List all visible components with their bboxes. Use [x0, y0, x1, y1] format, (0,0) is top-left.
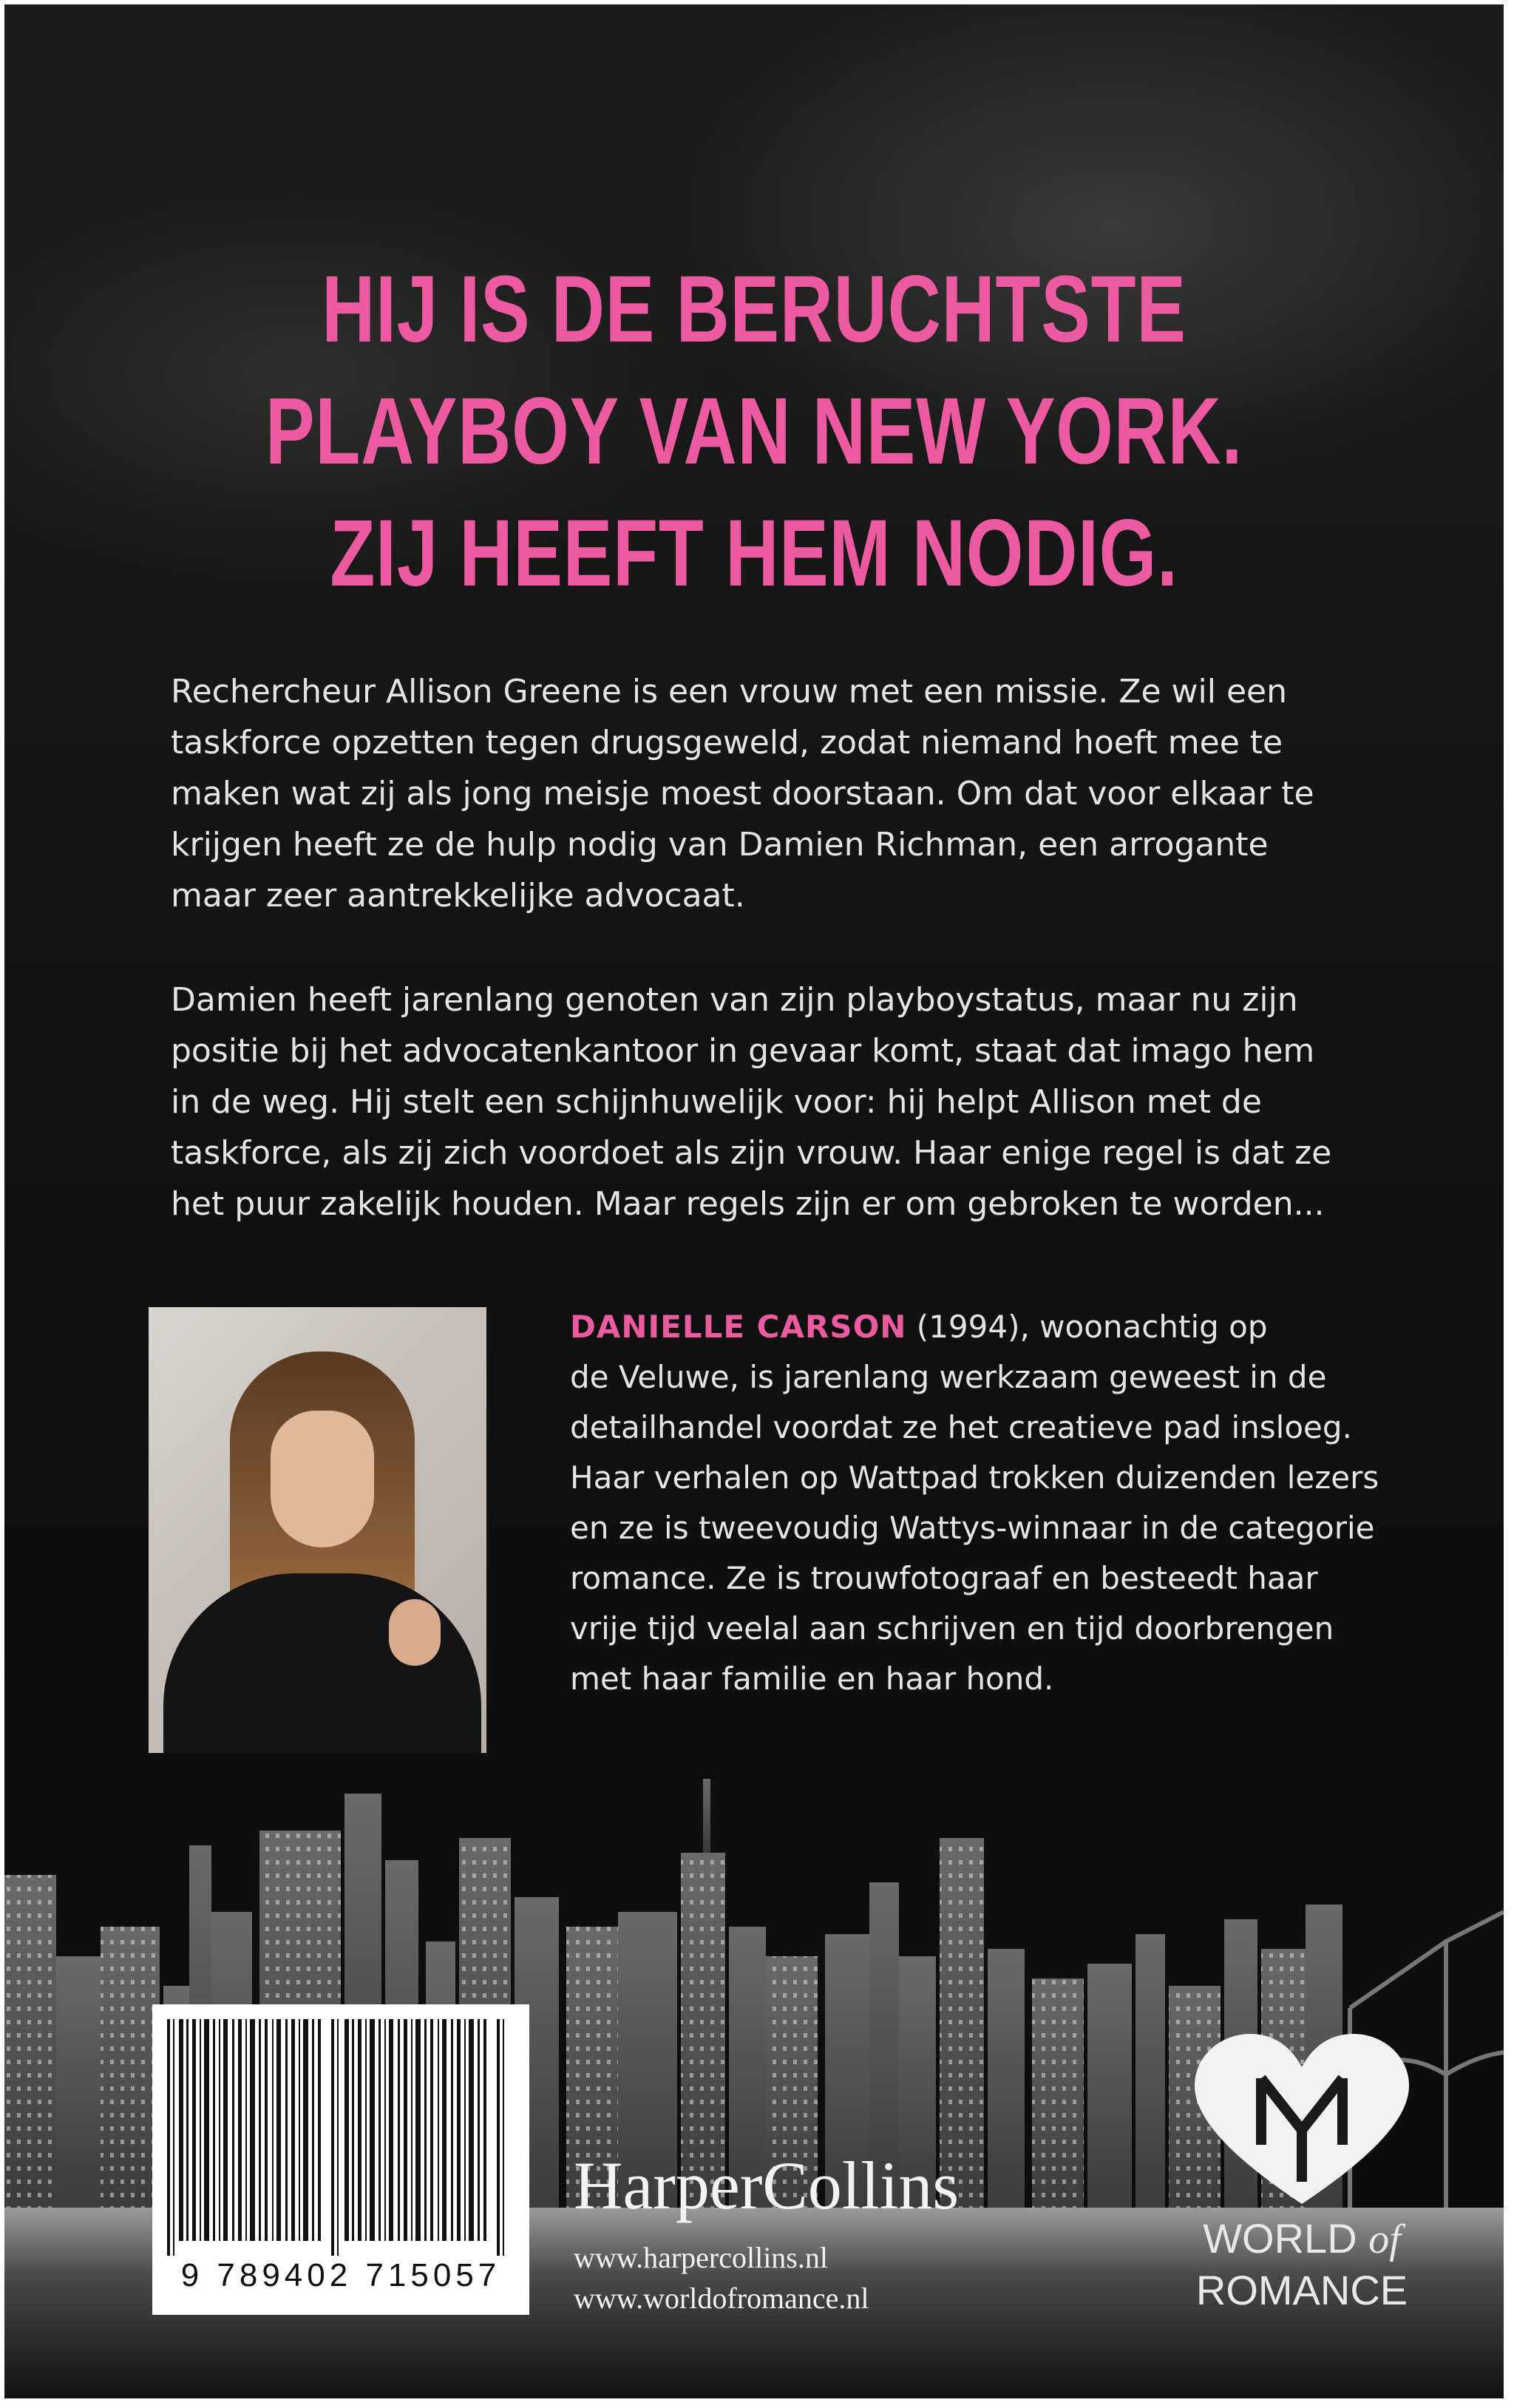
blurb-line: krijgen heeft ze de hulp nodig van Damien Richman, een arrogante	[171, 826, 1269, 864]
author-name: DANIELLE CARSON	[570, 1309, 907, 1345]
blurb-line: het puur zakelijk houden. Maar regels zijn er om gebroken te worden...	[171, 1185, 1325, 1223]
blurb-line: taskforce, als zij zich voordoet als zijn vrouw. Haar enige regel is dat ze	[171, 1134, 1332, 1172]
isbn-number: 9 789402 715057	[180, 2257, 501, 2293]
book-back-cover	[4, 4, 1504, 2398]
headline-line-2: PLAYBOY VAN NEW YORK.	[265, 379, 1243, 484]
bio-line: Haar verhalen op Wattpad trokken duizenden lezers	[570, 1459, 1379, 1496]
bio-line: de Veluwe, is jarenlang werkzaam geweest in de	[570, 1359, 1327, 1395]
bio-line: vrije tijd veelal aan schrijven en tijd doorbrengen	[570, 1610, 1334, 1646]
bio-line: detailhandel voordat ze het creatieve pad insloeg.	[570, 1409, 1352, 1445]
bio-line: met haar familie en haar hond.	[570, 1661, 1054, 1697]
blurb-paragraph-1	[171, 666, 1383, 921]
author-birth-year: (1994), woonachtig op	[906, 1309, 1268, 1345]
blurb-line: maken wat zij als jong meisje moest doorstaan. Om dat voor elkaar te	[171, 775, 1314, 813]
blurb-line: taskforce opzetten tegen drugsgeweld, zodat niemand hoeft mee te	[171, 724, 1283, 762]
bio-line: en ze is tweevoudig Wattys-winnaar in de categorie	[570, 1510, 1375, 1546]
publisher-url[interactable]: www.harpercollins.nl	[574, 2241, 828, 2274]
publisher-logo: HarperCollins	[574, 2148, 960, 2223]
blurb-paragraph-2	[171, 974, 1383, 1230]
blurb-line: Damien heeft jarenlang genoten van zijn playboystatus, maar nu zijn	[171, 981, 1298, 1019]
barcode-bars	[167, 2019, 515, 2256]
bio-line: romance. Ze is trouwfotograaf en besteedt haar	[570, 1560, 1318, 1596]
imprint-of: of	[1368, 2217, 1401, 2262]
author-bio	[570, 1302, 1398, 1704]
barcode	[152, 2004, 529, 2315]
headline-line-1: HIJ IS DE BERUCHTSTE	[322, 257, 1187, 362]
headline	[169, 248, 1339, 614]
imprint-world: WORLD	[1203, 2215, 1357, 2262]
imprint-name-line-2: ROMANCE	[1195, 2267, 1408, 2313]
imprint-url[interactable]: www.worldofromance.nl	[574, 2282, 869, 2315]
blurb-line: maar zeer aantrekkelijke advocaat.	[171, 877, 745, 915]
bio-line-first	[570, 1302, 1398, 1352]
imprint-name-line-1	[1184, 2215, 1420, 2263]
blurb-line: positie bij het advocatenkantoor in gevaar komt, staat dat imago hem	[171, 1032, 1315, 1070]
author-photo	[149, 1307, 486, 1753]
blurb-line: in de weg. Hij stelt een schijnhuwelijk voor: hij helpt Allison met de	[171, 1083, 1262, 1121]
blurb-line: Rechercheur Allison Greene is een vrouw met een missie. Ze wil een	[171, 673, 1287, 710]
headline-line-3: ZIJ HEEFT HEM NODIG.	[330, 501, 1178, 606]
